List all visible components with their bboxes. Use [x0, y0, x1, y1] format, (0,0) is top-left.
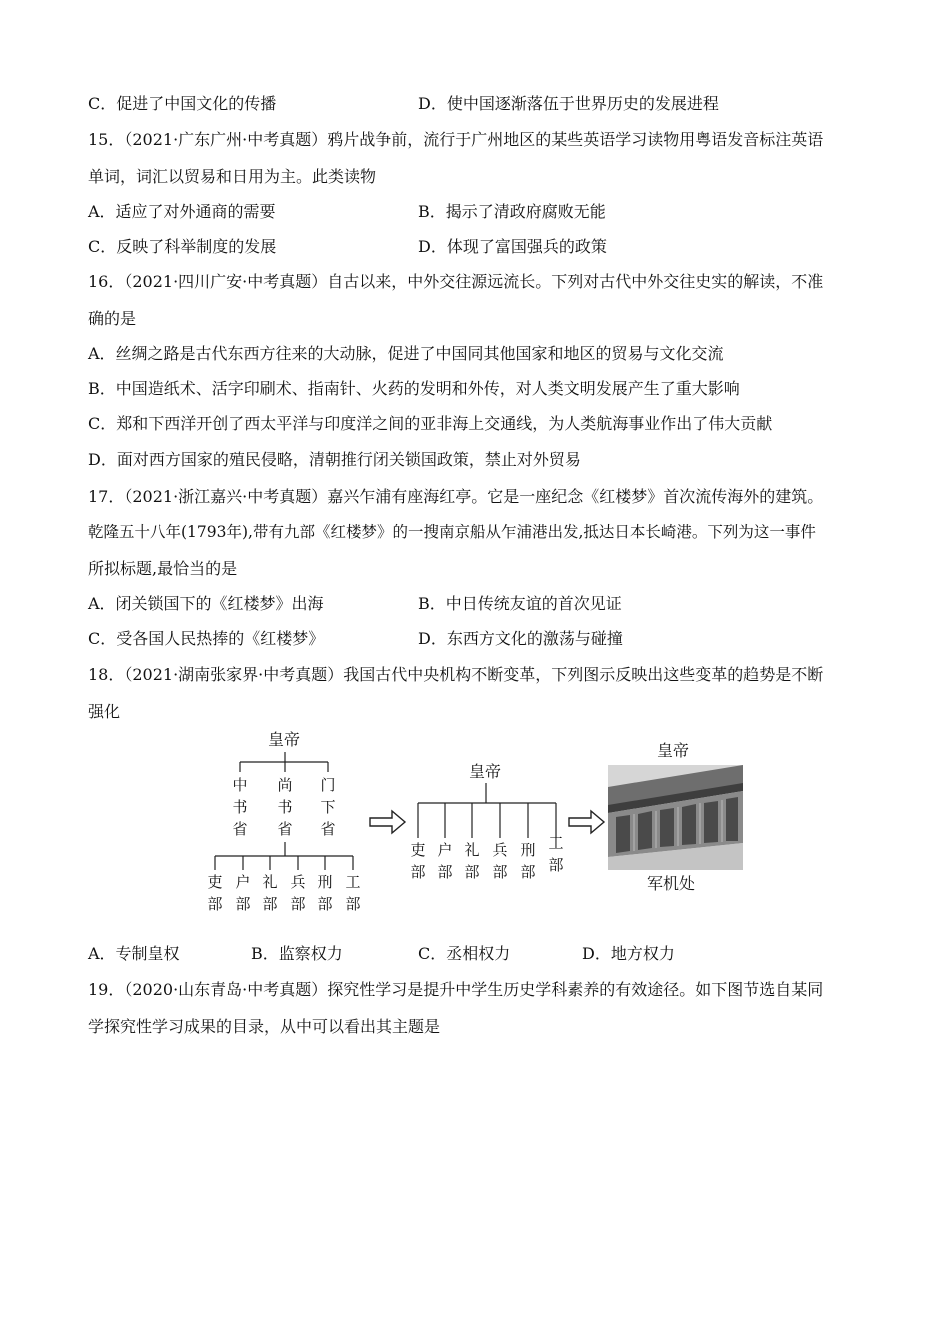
q17-option-c: C．受各国人民热捧的《红楼梦》 [88, 629, 325, 648]
q16-option-b: B．中国造纸术、活字印刷术、指南针、火药的发明和外传，对人类文明发展产生了重大影响 [88, 379, 740, 398]
q18-option-c: C．丞相权力 [418, 944, 511, 963]
q14-option-c: C．促进了中国文化的传播 [88, 94, 277, 113]
q18-stem-line2: 强化 [88, 702, 121, 721]
q17-option-a: A．闭关锁国下的《红楼梦》出海 [88, 594, 324, 613]
tree2-xingbu: 刑部 [520, 841, 536, 881]
q16-option-d: D．面对西方国家的殖民侵略，清朝推行闭关锁国政策，禁止对外贸易 [88, 450, 581, 469]
junjichu-label: 军机处 [647, 874, 696, 893]
q18-option-a: A．专制皇权 [88, 944, 180, 963]
q17-stem-line1: 17．（2021·浙江嘉兴·中考真题）嘉兴乍浦有座海红亭。它是一座纪念《红楼梦》首次流传海外的建筑。 [88, 487, 824, 506]
tree1-shangshu: 尚书省 [277, 776, 293, 838]
tree2-gongbu: 工部 [548, 834, 564, 874]
tree1-hubu: 户部 [235, 873, 251, 913]
q16-option-c: C．郑和下西洋开创了西太平洋与印度洋之间的亚非海上交通线，为人类航海事业作出了伟大贡献 [88, 414, 773, 433]
q17-option-b: B．中日传统友谊的首次见证 [418, 594, 622, 613]
q18-option-b: B．监察权力 [251, 944, 343, 963]
tree1-xingbu: 刑部 [317, 873, 333, 913]
tree1-gongbu: 工部 [345, 873, 361, 913]
q16-stem-line2: 确的是 [88, 309, 137, 328]
tree2-hubu: 户部 [437, 841, 453, 881]
tree1-menxia: 门下省 [320, 776, 336, 838]
tree1-lbu: 礼部 [262, 873, 278, 913]
q15-option-d: D．体现了富国强兵的政策 [418, 237, 607, 256]
q17-stem-line2: 乾隆五十八年(1793年),带有九部《红楼梦》的一搜南京船从乍浦港出发,抵达日本长崎港。下列为这一事件 [88, 523, 816, 541]
q16-stem-line1: 16．（2021·四川广安·中考真题）自古以来，中外交往源远流长。下列对古代中外交往史实的解读，不准 [88, 272, 824, 291]
q15-option-b: B．揭示了清政府腐败无能 [418, 202, 606, 221]
junjichu-building-photo [608, 765, 743, 870]
tree2-emperor: 皇帝 [469, 762, 502, 781]
tree1-libu: 吏部 [207, 873, 223, 913]
q14-option-d: D．使中国逐渐落伍于世界历史的发展进程 [418, 94, 719, 113]
q16-option-a: A．丝绸之路是古代东西方往来的大动脉，促进了中国同其他国家和地区的贸易与文化交流 [88, 344, 724, 363]
q17-option-d: D．东西方文化的激荡与碰撞 [418, 629, 623, 648]
q18-option-d: D．地方权力 [582, 944, 675, 963]
tree1-bingbu: 兵部 [290, 873, 306, 913]
tree2-libu: 吏部 [410, 841, 426, 881]
q15-stem-line1: 15．（2021·广东广州·中考真题）鸦片战争前，流行于广州地区的某些英语学习读物用粤语发音标注英语 [88, 130, 824, 149]
tree2-bingbu: 兵部 [492, 841, 508, 881]
q15-option-a: A．适应了对外通商的需要 [88, 202, 276, 221]
tree1-zhongshu: 中书省 [232, 776, 248, 838]
q15-option-c: C．反映了科举制度的发展 [88, 237, 277, 256]
q19-stem-line2: 学探究性学习成果的目录，从中可以看出其主题是 [88, 1017, 441, 1036]
tree1-emperor: 皇帝 [268, 730, 301, 749]
q18-stem-line1: 18．（2021·湖南张家界·中考真题）我国古代中央机构不断变革，下列图示反映出这些变革的趋势是不断 [88, 665, 824, 684]
q15-stem-line2: 单词，词汇以贸易和日用为主。此类读物 [88, 167, 377, 186]
q19-stem-line1: 19．（2020·山东青岛·中考真题）探究性学习是提升中学生历史学科素养的有效途径。如下图节选自某同 [88, 980, 824, 999]
tree2-lbu: 礼部 [464, 841, 480, 881]
panel3-emperor: 皇帝 [657, 741, 690, 760]
q17-stem-line3: 所拟标题,最恰当的是 [88, 559, 238, 578]
arrow-icon [370, 811, 604, 833]
